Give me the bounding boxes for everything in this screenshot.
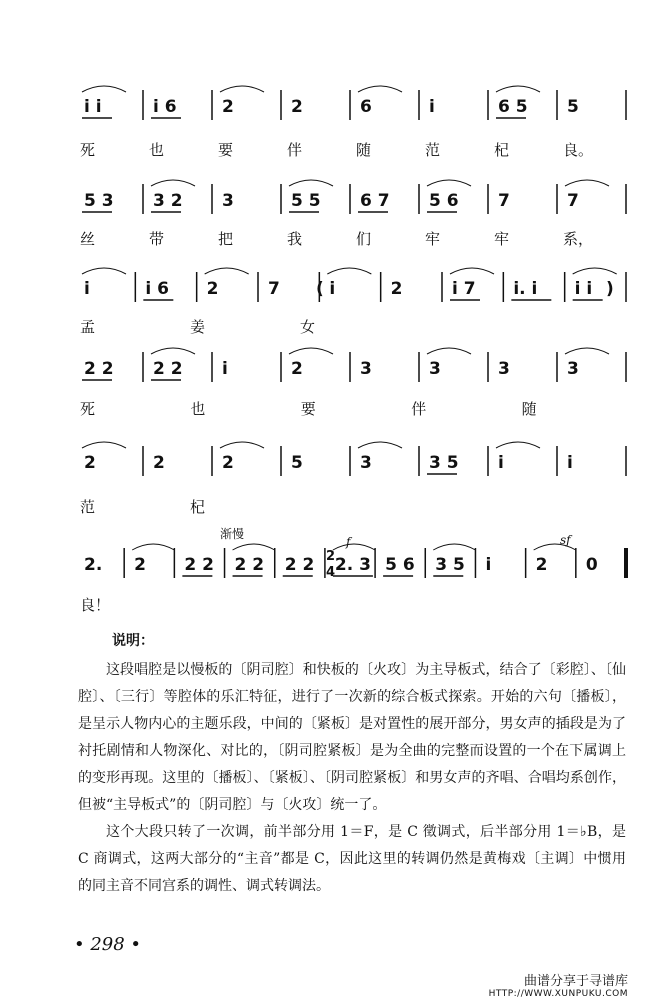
time-signature-top: 2 [326,549,336,564]
slur-arc [233,544,275,550]
note-group: i. i [513,279,538,299]
lyric-char: 良！ [80,596,111,614]
note-group: i 6 [153,97,177,117]
explanation-section [78,628,626,900]
page-number: • 298 • [74,934,142,955]
note-group: i [329,279,336,299]
note-group: 2 [134,555,147,575]
watermark-url: HTTP://WWW.XUNPUKU.COM [488,989,628,999]
slur-arc [496,442,540,448]
note-group: 6 [360,97,372,117]
note-group: i 7 [452,279,476,299]
slur-arc [358,86,402,92]
note-group: i [567,453,573,473]
note-group: 5 [291,453,303,473]
note-group: 2 [84,453,96,473]
note-group: 2 [291,97,303,117]
lyric-char: 孟 [80,318,96,336]
lyric-char: 系， [563,230,594,248]
paren-close: ) [606,279,614,299]
dynamic-sf: sf [560,533,571,547]
note-group: 2 2 [184,555,214,575]
note-group: 2. [84,555,103,575]
lyric-char: 带 [149,230,165,248]
slur-arc [289,180,333,186]
note-group: i [485,555,492,575]
note-group: 3 5 [435,555,465,575]
explanation-paragraph-1: 这段唱腔是以慢板的〔阴司腔〕和快板的〔火攻〕为主导板式，结合了〔彩腔〕、〔仙腔〕、〔三行〕等腔体的乐汇特征，进行了一次新的综合板式探索。开始的六句〔播板〕，是呈示人物内心的主题乐段，中间的〔紧板〕是对置性的展开部分，男女声的插段是为了衬托剧情和人物深化、对比的，〔阴司腔紧板〕是为全曲的完整而设置的一个在下属调上的变形再现。这里的〔播板〕、〔紧板〕、〔阴司腔紧板〕和男女声的齐唱、合唱均系创作，但被“主导板式”的〔阴司腔〕与〔火攻〕统一了。 [78,662,626,813]
lyric-char: 女 [300,318,316,336]
paren-open: ( [316,279,324,299]
slur-arc [327,268,371,274]
lyric-char: 牢 [425,230,441,248]
lyric-char: 们 [356,230,372,248]
note-group: 7 [498,191,510,211]
lyric-char: 也 [190,400,206,418]
note-group: i [222,359,228,379]
note-group: 3 [567,359,579,379]
note-group: 2 [222,97,234,117]
slur-arc [565,348,609,354]
slur-arc [427,180,471,186]
note-group: 3 2 [153,191,183,211]
lyric-char: 范 [425,141,441,159]
slur-arc [205,268,249,274]
note-group: i i [574,279,593,299]
note-group: 7 [567,191,579,211]
slur-arc [573,268,617,274]
lyric-char: 也 [149,141,165,159]
lyric-char: 杞 [190,498,206,516]
note-group: 2 [206,279,219,299]
note-group: 2 [153,453,165,473]
lyric-char: 我 [287,230,303,248]
note-group: 2 [222,453,234,473]
note-group: 3 5 [429,453,459,473]
lyric-char: 要 [218,141,234,159]
note-group: 2 [291,359,303,379]
note-group: 2 [390,279,403,299]
explanation-paragraph-2: 这个大段只转了一次调，前半部分用 1＝F，是 C 徵调式，后半部分用 1＝♭B，是 C 商调式，这两大部分的“主音”都是 C，因此这里的转调仍然是黄梅戏〔主调〕中惯用的同主音不同宫系的调性、调式转调法。 [78,824,626,894]
note-group: i [498,453,504,473]
slur-arc [82,268,126,274]
dynamic-f: f [346,535,351,549]
note-group: 7 [268,279,280,299]
lyric-char: 要 [300,400,316,418]
note-group: 2 2 [234,555,265,575]
lyric-char: 姜 [190,318,206,336]
slur-arc [333,544,375,550]
note-group: 2 2 [153,359,183,379]
note-group: 2 2 [84,359,114,379]
note-group: i [429,97,435,117]
lyric-char: 把 [218,230,234,248]
lyric-char: 死 [80,400,96,418]
lyric-char: 范 [80,498,96,516]
slur-arc [450,268,494,274]
slur-arc [358,442,402,448]
note-group: 5 3 [84,191,114,211]
note-group: 6 7 [360,191,390,211]
note-group: 2 2 [284,555,315,575]
slur-arc [82,86,126,92]
explanation-heading: 说明： [112,633,154,649]
note-group: 6 5 [498,97,528,117]
note-group: 3 [360,359,372,379]
slur-arc [496,86,540,92]
note-group: 3 [222,191,234,211]
watermark [489,970,628,999]
time-signature-bottom: 4 [326,565,336,580]
note-group: 3 [360,453,372,473]
note-group: 3 [498,359,510,379]
note-group: 5 6 [429,191,459,211]
slur-arc [427,348,471,354]
note-group: 3 [429,359,441,379]
tempo-marking: 渐慢 [220,527,245,541]
lyric-char: 伴 [287,141,303,159]
lyric-char: 杞 [494,141,510,159]
note-group: 5 6 [385,555,415,575]
slur-arc [220,442,264,448]
note-group: 2. 3 [334,555,371,575]
note-group: 5 5 [291,191,321,211]
slur-arc [132,544,174,550]
lyric-char: 牢 [494,230,510,248]
lyric-char: 随 [521,400,537,418]
lyric-char: 死 [80,141,96,159]
note-group: i i [84,97,102,117]
note-group: i [84,279,90,299]
slur-arc [289,348,333,354]
slur-arc [82,442,126,448]
note-group: i 6 [145,279,169,299]
slur-arc [151,348,195,354]
slur-arc [565,180,609,186]
slur-arc [151,180,195,186]
lyric-char: 随 [356,141,372,159]
slur-arc [220,86,264,92]
watermark-title: 曲谱分享于寻谱库 [523,974,628,989]
lyric-char: 良。 [563,141,594,159]
note-group: 2 [535,555,548,575]
note-group: 5 [567,97,579,117]
slur-arc [433,544,475,550]
note-group: 0 [585,555,598,575]
lyric-char: 丝 [80,230,96,248]
lyric-char: 伴 [411,400,427,418]
